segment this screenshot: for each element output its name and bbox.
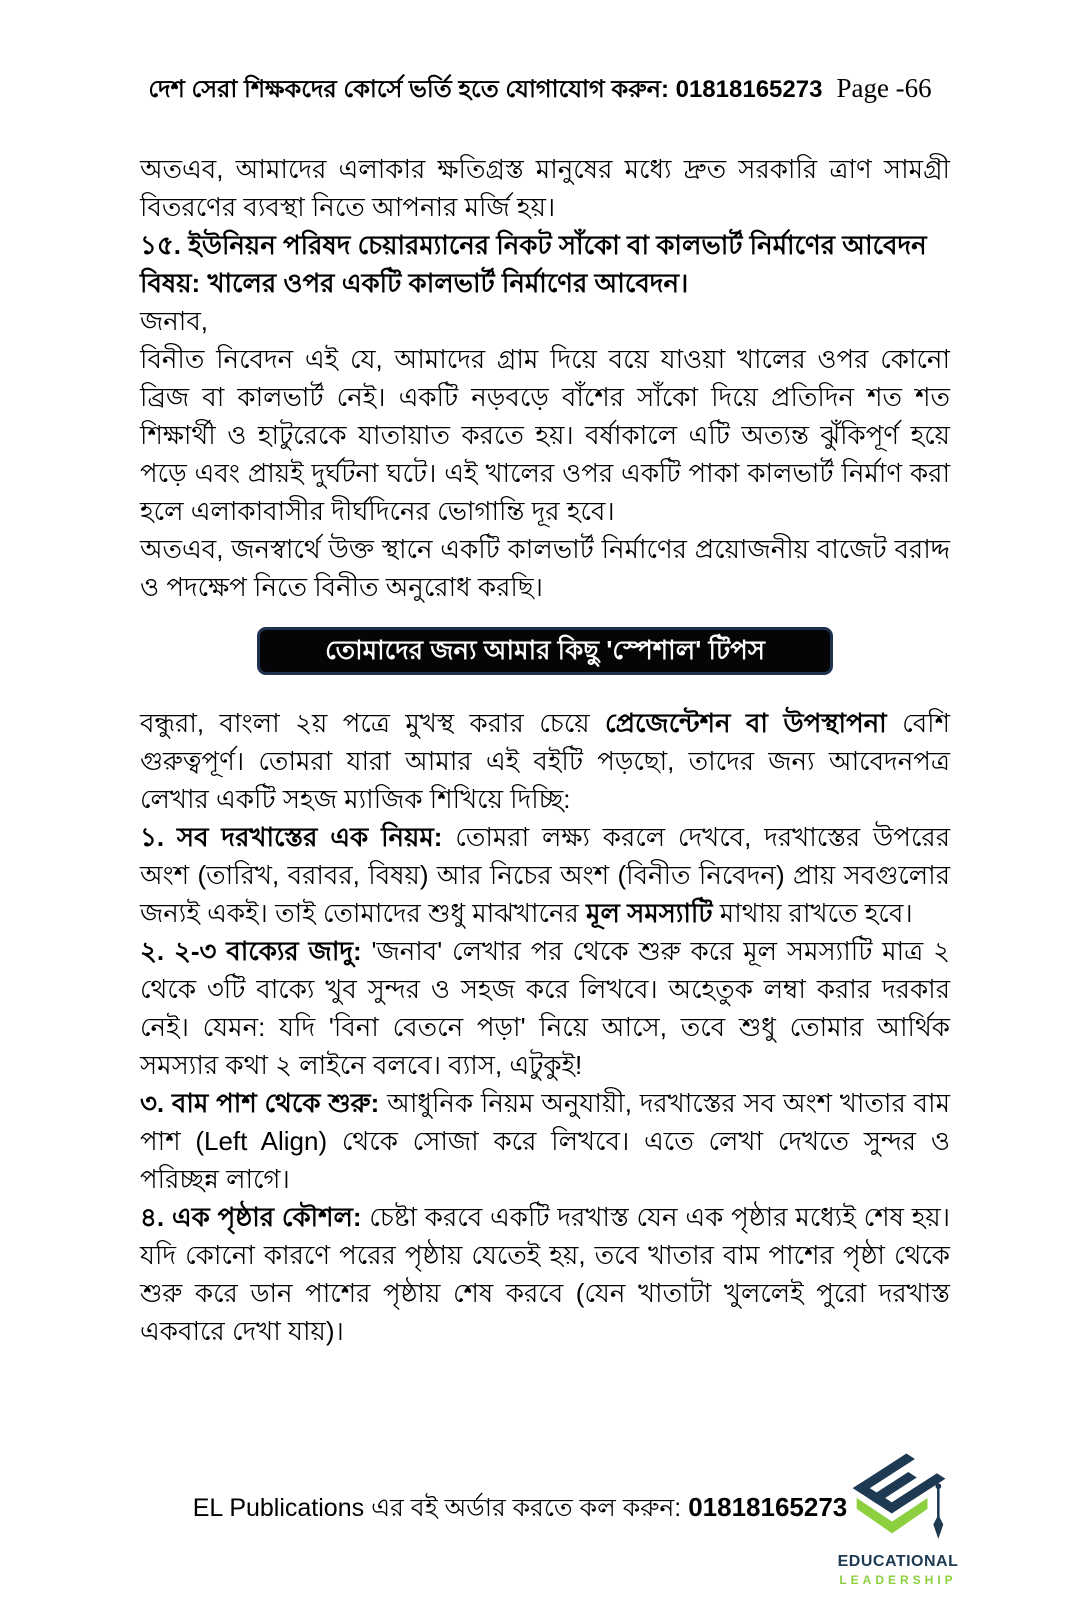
- tips-intro-post: বেশি গুরুত্বপূর্ণ। তোমরা যারা আমার এই বইটি পড়ছো, তাদের জন্য আবেদনপত্র লেখার একটি সহজ ম্যাজিক শিখিয়ে দিচ্ছি:: [140, 708, 950, 814]
- letter-body-paragraph-1: বিনীত নিবেদন এই যে, আমাদের গ্রাম দিয়ে বয়ে যাওয়া খালের ওপর কোনো ব্রিজ বা কালভার্ট নেই। একটি নড়বড়ে বাঁশের সাঁকো দিয়ে প্রতিদিন শত শত শিক্ষার্থী ও হাটুরেকে যাতায়াত করতে হয়। বর্ষাকালে এটি অত্যন্ত ঝুঁকিপূর্ণ হয়ে পড়ে এবং প্রায়ই দুর্ঘটনা ঘটে। এই খালের ওপর একটি পাকা কালভার্ট নির্মাণ করা হলে এলাকাবাসীর দীর্ঘদিনের ভোগান্তি দূর হবে।: [140, 344, 950, 526]
- letter-salutation: জনাব,: [140, 306, 209, 336]
- page-header: [0, 72, 1080, 106]
- page-number-label: Page -66: [836, 73, 932, 103]
- header-phone-number: 01818165273: [675, 76, 823, 103]
- tip-1-tail: মাথায় রাখতে হবে।: [712, 898, 913, 928]
- tip-item-2: [140, 932, 950, 1084]
- letter-subject-line: বিষয়: খালের ওপর একটি কালভার্ট নির্মাণের আবেদন।: [140, 268, 689, 298]
- special-tips-banner-title: তোমাদের জন্য আমার কিছু 'স্পেশাল' টিপস: [325, 635, 765, 665]
- footer-order-line: [140, 1490, 900, 1525]
- tip-item-4: [140, 1198, 950, 1350]
- tips-intro-pre: বন্ধুরা, বাংলা ২য় পত্রে মুখস্থ করার চেয়ে: [140, 708, 606, 738]
- footer-phone-number: 01818165273: [688, 1492, 848, 1522]
- tip-item-1: [140, 818, 950, 932]
- letter-closing-paragraph: অতএব, আমাদের এলাকার ক্ষতিগ্রস্ত মানুষের মধ্যে দ্রুত সরকারি ত্রাণ সামগ্রী বিতরণের ব্যবস্থা নিতে আপনার মর্জি হয়।: [140, 154, 950, 222]
- tips-intro-bold: প্রেজেন্টেশন বা উপস্থাপনা: [605, 708, 887, 738]
- tip-3-lead: ৩. বাম পাশ থেকে শুরু:: [140, 1088, 380, 1118]
- tip-1-bold-mid: মূল সমস্যাটি: [586, 898, 713, 928]
- letter-content: [140, 150, 950, 1350]
- tip-2-lead: ২. ২-৩ বাক্যের জাদু:: [140, 936, 362, 966]
- graduation-cap-icon: [839, 1446, 957, 1550]
- tip-1-text: তোমরা লক্ষ্য করলে দেখবে, দরখাস্তের উপরের অংশ (তারিখ, বরাবর, বিষয়) আর নিচের অংশ (বিনীত নিবেদন) প্রায় সবগুলোর জন্যই একই। তাই তোমাদের শুধু মাঝখানের: [140, 822, 950, 928]
- tip-4-lead: ৪. এক পৃষ্ঠার কৌশল:: [140, 1202, 362, 1232]
- special-tips-banner: [257, 627, 833, 675]
- letter-heading: ১৫. ইউনিয়ন পরিষদ চেয়ারম্যানের নিকট সাঁকো বা কালভার্ট নির্মাণের আবেদন: [140, 230, 927, 260]
- logo-text-educational: EDUCATIONAL: [837, 1553, 959, 1570]
- tip-1-lead: ১. সব দরখাস্তের এক নিয়ম:: [140, 822, 443, 852]
- tip-item-3: [140, 1084, 950, 1198]
- tip-3-text: আধুনিক নিয়ম অনুযায়ী, দরখাস্তের সব অংশ খাতার বাম পাশ (Left Align) থেকে সোজা করে লিখবে। এতে লেখা দেখতে সুন্দর ও পরিচ্ছন্ন লাগে।: [140, 1088, 951, 1194]
- logo-text-leadership: LEADERSHIP: [839, 1573, 957, 1587]
- footer-publisher-name: EL Publications: [192, 1494, 365, 1522]
- letter-body-paragraph-2: অতএব, জনস্বার্থে উক্ত স্থানে একটি কালভার্ট নির্মাণের প্রয়োজনীয় বাজেট বরাদ্দ ও পদক্ষেপ নিতে বিনীত অনুরোধ করছি।: [140, 534, 950, 602]
- footer-order-text: এর বই অর্ডার করতে কল করুন:: [364, 1494, 689, 1522]
- header-contact-text: দেশ সেরা শিক্ষকদের কোর্সে ভর্তি হতে যোগাযোগ করুন:: [148, 76, 676, 103]
- tips-intro-paragraph: [140, 704, 950, 818]
- tip-2-text: 'জনাব' লেখার পর থেকে শুরু করে মূল সমস্যাটি মাত্র ২ থেকে ৩টি বাক্যে খুব সুন্দর ও সহজ করে লিখবে। অহেতুক লম্বা করার দরকার নেই। যেমন: যদি 'বিনা বেতনে পড়া' নিয়ে আসে, তবে শুধু তোমার আর্থিক সমস্যার কথা ২ লাইনে বলবে। ব্যাস, এটুকুই!: [140, 936, 950, 1080]
- tip-4-text: চেষ্টা করবে একটি দরখাস্ত যেন এক পৃষ্ঠার মধ্যেই শেষ হয়। যদি কোনো কারণে পরের পৃষ্ঠায় যেতেই হয়, তবে খাতার বাম পাশের পৃষ্ঠা থেকে শুরু করে ডান পাশের পৃষ্ঠায় শেষ করবে (যেন খাতাটা খুললেই পুরো দরখাস্ত একবারে দেখা যায়)।: [140, 1202, 950, 1346]
- educational-leadership-logo: [830, 1446, 966, 1588]
